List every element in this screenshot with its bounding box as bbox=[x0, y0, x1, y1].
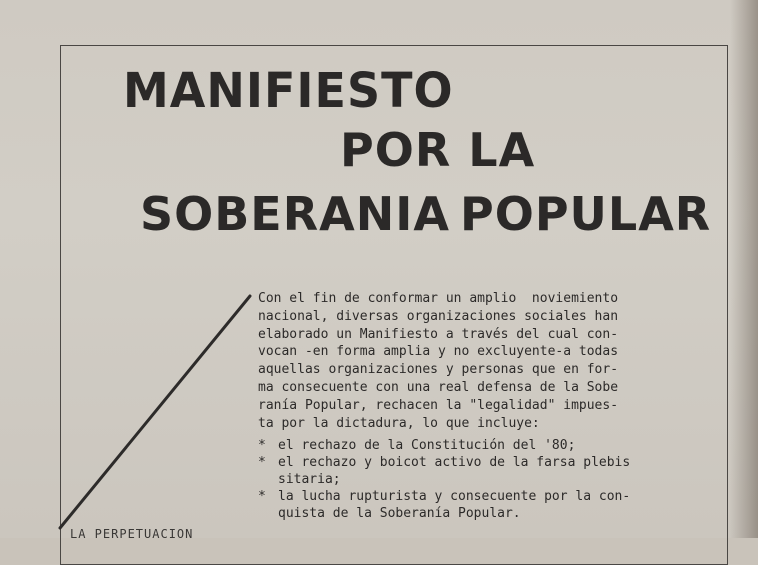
bullet-list bbox=[258, 437, 708, 522]
title-line-1: MANIFIESTO bbox=[123, 62, 454, 119]
bullet-item bbox=[258, 437, 708, 454]
bullet-mark: * bbox=[258, 455, 266, 470]
bullet-mark: * bbox=[258, 489, 266, 504]
next-article-fragment: LA PERPETUACION bbox=[70, 527, 194, 541]
intro-line: ma consecuente con una real defensa de la Sobe bbox=[258, 379, 619, 395]
intro-line: ta por la dictadura, lo que incluye: bbox=[258, 415, 540, 431]
bullet-text: el rechazo y boicot activo de la farsa plebis bbox=[278, 455, 631, 470]
intro-line: elaborado un Manifiesto a través del cual con- bbox=[258, 326, 619, 342]
title-line-3b: POPULAR bbox=[460, 187, 712, 241]
title-line-2: POR LA bbox=[340, 123, 536, 177]
intro-line: vocan -en forma amplia y no excluyente-a todas bbox=[258, 344, 619, 360]
bullet-text: el rechazo de la Constitución del '80; bbox=[278, 438, 576, 453]
intro-line: Con el fin de conformar un amplio noviemiento bbox=[258, 291, 619, 306]
intro-line: ranía Popular, rechacen la "legalidad" impues- bbox=[258, 397, 619, 413]
bullet-text: la lucha rupturista y consecuente por la con- bbox=[278, 489, 631, 504]
intro-paragraph bbox=[258, 290, 698, 432]
bullet-text: quista de la Soberanía Popular. bbox=[278, 506, 521, 521]
bullet-item bbox=[258, 488, 708, 505]
bullet-item-continuation bbox=[258, 505, 708, 522]
diagonal-line bbox=[60, 296, 250, 528]
bullet-text: sitaria; bbox=[278, 472, 341, 487]
intro-line: aquellas organizaciones y personas que en for- bbox=[258, 362, 619, 378]
bullet-item-continuation bbox=[258, 471, 708, 488]
bullet-mark: * bbox=[258, 438, 266, 453]
bullet-item bbox=[258, 454, 708, 471]
intro-line: nacional, diversas organizaciones sociales han bbox=[258, 308, 619, 324]
title-line-3a: SOBERANIA bbox=[140, 187, 450, 241]
